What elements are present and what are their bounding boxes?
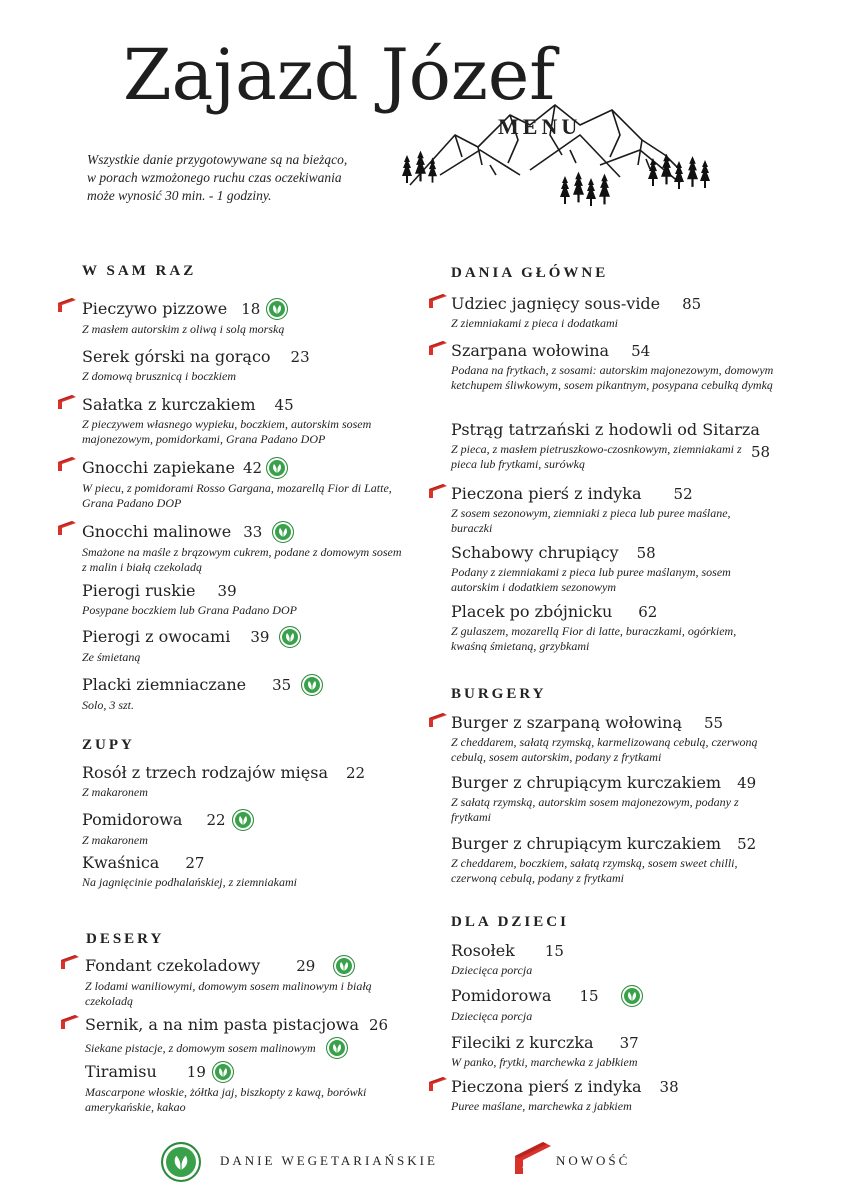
item-name: Fondant czekoladowy <box>85 956 261 975</box>
item-name: Pstrąg tatrzański z hodowli od Sitarza <box>451 420 760 439</box>
item-name: Tiramisu <box>85 1062 157 1081</box>
item-name: Sałatka z kurczakiem <box>82 395 256 414</box>
item-name: Rosół z trzech rodzajów mięsa <box>82 763 329 782</box>
new-ribbon-icon <box>61 1015 79 1029</box>
leaf-icon <box>326 1037 348 1059</box>
section-dania-glowne-title: DANIA GŁÓWNE <box>451 265 609 281</box>
leaf-icon <box>232 809 254 831</box>
new-ribbon-icon <box>58 457 76 471</box>
item-price: 52 <box>673 485 693 503</box>
item-price: 35 <box>272 676 292 694</box>
item-description: Na jagnięcinie podhalańskiej, z ziemniakami <box>82 875 297 889</box>
item-name: Gnocchi zapiekane <box>82 458 235 477</box>
menu-item <box>82 581 297 618</box>
item-name: Pomidorowa <box>451 986 552 1005</box>
new-ribbon-icon <box>429 341 447 355</box>
menu-item <box>451 484 771 536</box>
item-price: 27 <box>185 854 205 872</box>
item-description: Z pieczywem własnego wypieku, boczkiem, autorskim sosem majonezowym, pomidorkami, Grana Padano DOP <box>82 417 372 446</box>
item-price: 58 <box>636 544 656 562</box>
leaf-icon <box>301 674 323 696</box>
leaf-icon <box>279 626 301 648</box>
item-price: 15 <box>544 942 564 960</box>
vegetarian-legend-label: DANIE WEGETARIAŃSKIE <box>220 1153 438 1168</box>
item-price: 15 <box>579 987 599 1005</box>
item-name: Burger z chrupiącym kurczakiem <box>451 834 722 853</box>
item-name: Gnocchi malinowe <box>82 522 232 541</box>
menu-item <box>85 1015 388 1059</box>
item-description: Z gulaszem, mozarellą Fior di latte, buraczkami, ogórkiem, kwaśną śmietaną, grzybkami <box>451 624 737 653</box>
item-price: 39 <box>250 628 270 646</box>
item-price: 54 <box>631 342 651 360</box>
item-description: Z makaronem <box>82 785 148 799</box>
item-name: Placek po zbójnicku <box>451 602 613 621</box>
forest-trees <box>402 151 710 206</box>
item-price: 23 <box>290 348 310 366</box>
item-name: Pierogi z owocami <box>82 627 231 646</box>
menu-item <box>451 713 781 765</box>
item-price: 39 <box>217 582 237 600</box>
item-name: Fileciki z kurczka <box>451 1033 594 1052</box>
menu-item <box>451 1033 639 1070</box>
leaf-icon <box>266 457 288 479</box>
menu-item <box>451 834 791 886</box>
new-ribbon-icon <box>429 294 447 308</box>
section-burgery-title: BURGERY <box>451 686 547 702</box>
intro-text: Wszystkie danie przygotowywane są na bieżąco, w porach wzmożonego ruchu czas oczekiwania może wynosić 30 min. - 1 godziny. <box>87 152 348 203</box>
item-description-row <box>85 1037 388 1059</box>
menu-item <box>85 1061 415 1115</box>
menu-item <box>82 457 412 511</box>
item-name: Placki ziemniaczane <box>82 675 247 694</box>
item-description: Smażone na maśle z brązowym cukrem, podane z domowym sosem z malin i białą czekoladą <box>82 545 402 574</box>
leaf-icon <box>212 1061 234 1083</box>
item-description: Z pieca, z masłem pietruszkowo-czosnkowym, ziemniakami z pieca lub frytkami, surówką <box>451 442 742 471</box>
item-description: W panko, frytki, marchewka z jabłkiem <box>451 1055 638 1069</box>
menu-item <box>451 773 791 825</box>
menu-item <box>451 543 771 595</box>
new-ribbon-icon <box>58 298 76 312</box>
menu-item <box>82 674 323 713</box>
restaurant-title: Zajazd Józef <box>123 34 556 116</box>
new-legend-label: NOWOŚĆ <box>556 1153 631 1168</box>
item-name: Schabowy chrupiący <box>451 543 619 562</box>
menu-item <box>451 341 791 393</box>
item-price: 22 <box>206 811 226 829</box>
section-dla-dzieci-title: DLA DZIECI <box>451 914 569 930</box>
item-price: 85 <box>682 295 702 313</box>
new-ribbon-icon <box>58 521 76 535</box>
item-name: Sernik, a na nim pasta pistacjowa <box>85 1015 359 1034</box>
item-price: 29 <box>296 957 316 975</box>
item-description: Z ziemniakami z pieca i dodatkami <box>451 316 618 330</box>
item-price: 33 <box>243 523 263 541</box>
item-description: Z cheddarem, sałatą rzymską, karmelizowaną cebulą, czerwoną cebulą, sosem autorskim, podany z frytkami <box>451 735 758 764</box>
item-description-row <box>451 442 796 472</box>
item-description: Ze śmietaną <box>82 650 141 664</box>
item-description: Solo, 3 szt. <box>82 698 135 712</box>
item-name: Rosołek <box>451 941 515 960</box>
section-zupy-title: ZUPY <box>82 737 135 753</box>
menu-item <box>82 626 301 665</box>
new-badge-text: NEW <box>521 1157 542 1174</box>
menu-item <box>82 395 412 447</box>
section-desery-title: DESERY <box>86 931 165 947</box>
item-description: Z cheddarem, boczkiem, sałatą rzymską, sosem sweet chilli, czerwoną cebulą, podany z frytkami <box>451 856 738 885</box>
item-name: Udziec jagnięcy sous-vide <box>451 294 661 313</box>
item-price: 52 <box>737 835 757 853</box>
item-description: Z lodami waniliowymi, domowym sosem malinowym i białą czekoladą <box>85 979 372 1008</box>
item-description: Puree maślane, marchewka z jabkiem <box>451 1099 632 1113</box>
menu-item <box>82 809 254 848</box>
item-description: Siekane pistacje, z domowym sosem malinowym <box>85 1040 316 1055</box>
item-description: Dziecięca porcja <box>451 963 533 977</box>
vegetarian-legend-leaf-icon <box>161 1142 201 1182</box>
item-name: Szarpana wołowina <box>451 341 610 360</box>
item-description: Podana na frytkach, z sosami: autorskim majonezowym, domowym ketchupem śliwkowym, sosem pikantnym, posypana cebulką dymką <box>451 363 774 392</box>
menu-item <box>82 298 288 337</box>
section-sam-raz-title: W SAM RAZ <box>82 263 197 279</box>
item-name: Kwaśnica <box>82 853 160 872</box>
new-ribbon-icon <box>429 1077 447 1091</box>
item-description: Z sałatą rzymską, autorskim sosem majonezowym, podany z frytkami <box>451 795 739 824</box>
new-ribbon-icon <box>429 713 447 727</box>
item-description: Z makaronem <box>82 833 148 847</box>
item-description: W piecu, z pomidorami Rosso Gargana, mozarellą Fior di Latte, Grana Padano DOP <box>82 481 392 510</box>
item-price: 58 <box>751 443 771 461</box>
item-price: 22 <box>346 764 366 782</box>
new-ribbon-icon <box>429 484 447 498</box>
item-price: 37 <box>619 1034 639 1052</box>
item-name: Pomidorowa <box>82 810 183 829</box>
item-description: Posypane boczkiem lub Grana Padano DOP <box>82 603 297 617</box>
item-price: 62 <box>638 603 658 621</box>
item-price: 55 <box>704 714 724 732</box>
item-price: 45 <box>274 396 294 414</box>
menu-item <box>451 941 564 978</box>
new-ribbon-icon <box>61 955 79 969</box>
leaf-icon <box>272 521 294 543</box>
item-name: Burger z chrupiącym kurczakiem <box>451 773 722 792</box>
item-price: 26 <box>368 1016 389 1034</box>
menu-item <box>82 521 402 575</box>
menu-item <box>82 763 365 800</box>
item-name: Pierogi ruskie <box>82 581 196 600</box>
leaf-icon <box>333 955 355 977</box>
item-name: Pieczona pierś z indyka <box>451 484 642 503</box>
item-description: Z domową brusznicą i boczkiem <box>82 369 236 383</box>
new-legend-ribbon-icon <box>513 1140 553 1176</box>
item-price: 19 <box>186 1063 206 1081</box>
menu-item <box>82 853 297 890</box>
item-price: 38 <box>659 1078 679 1096</box>
menu-label: MENU <box>498 114 582 139</box>
item-name: Pieczywo pizzowe <box>82 299 228 318</box>
leaf-icon <box>266 298 288 320</box>
item-name: Serek górski na gorąco <box>82 347 271 366</box>
item-price: 42 <box>242 459 263 477</box>
item-name: Burger z szarpaną wołowiną <box>451 713 683 732</box>
menu-item <box>451 420 796 472</box>
item-description: Dziecięca porcja <box>451 1009 533 1023</box>
new-ribbon-icon <box>58 395 76 409</box>
menu-item <box>451 1077 679 1114</box>
item-description: Z sosem sezonowym, ziemniaki z pieca lub puree maślane, buraczki <box>451 506 731 535</box>
menu-item <box>85 955 415 1009</box>
menu-item <box>451 294 701 331</box>
item-price: 18 <box>241 300 261 318</box>
menu-item <box>451 985 643 1024</box>
item-description: Podany z ziemniakami z pieca lub puree maślanym, sosem autorskim i dodatkiem sezonowym <box>451 565 731 594</box>
item-name: Pieczona pierś z indyka <box>451 1077 642 1096</box>
item-description: Mascarpone włoskie, żółtka jaj, biszkopty z kawą, borówki amerykańskie, kakao <box>85 1085 367 1114</box>
leaf-icon <box>621 985 643 1007</box>
item-price: 49 <box>737 774 757 792</box>
menu-item <box>82 347 310 384</box>
menu-item <box>451 602 771 654</box>
item-description: Z masłem autorskim z oliwą i solą morską <box>82 322 285 336</box>
